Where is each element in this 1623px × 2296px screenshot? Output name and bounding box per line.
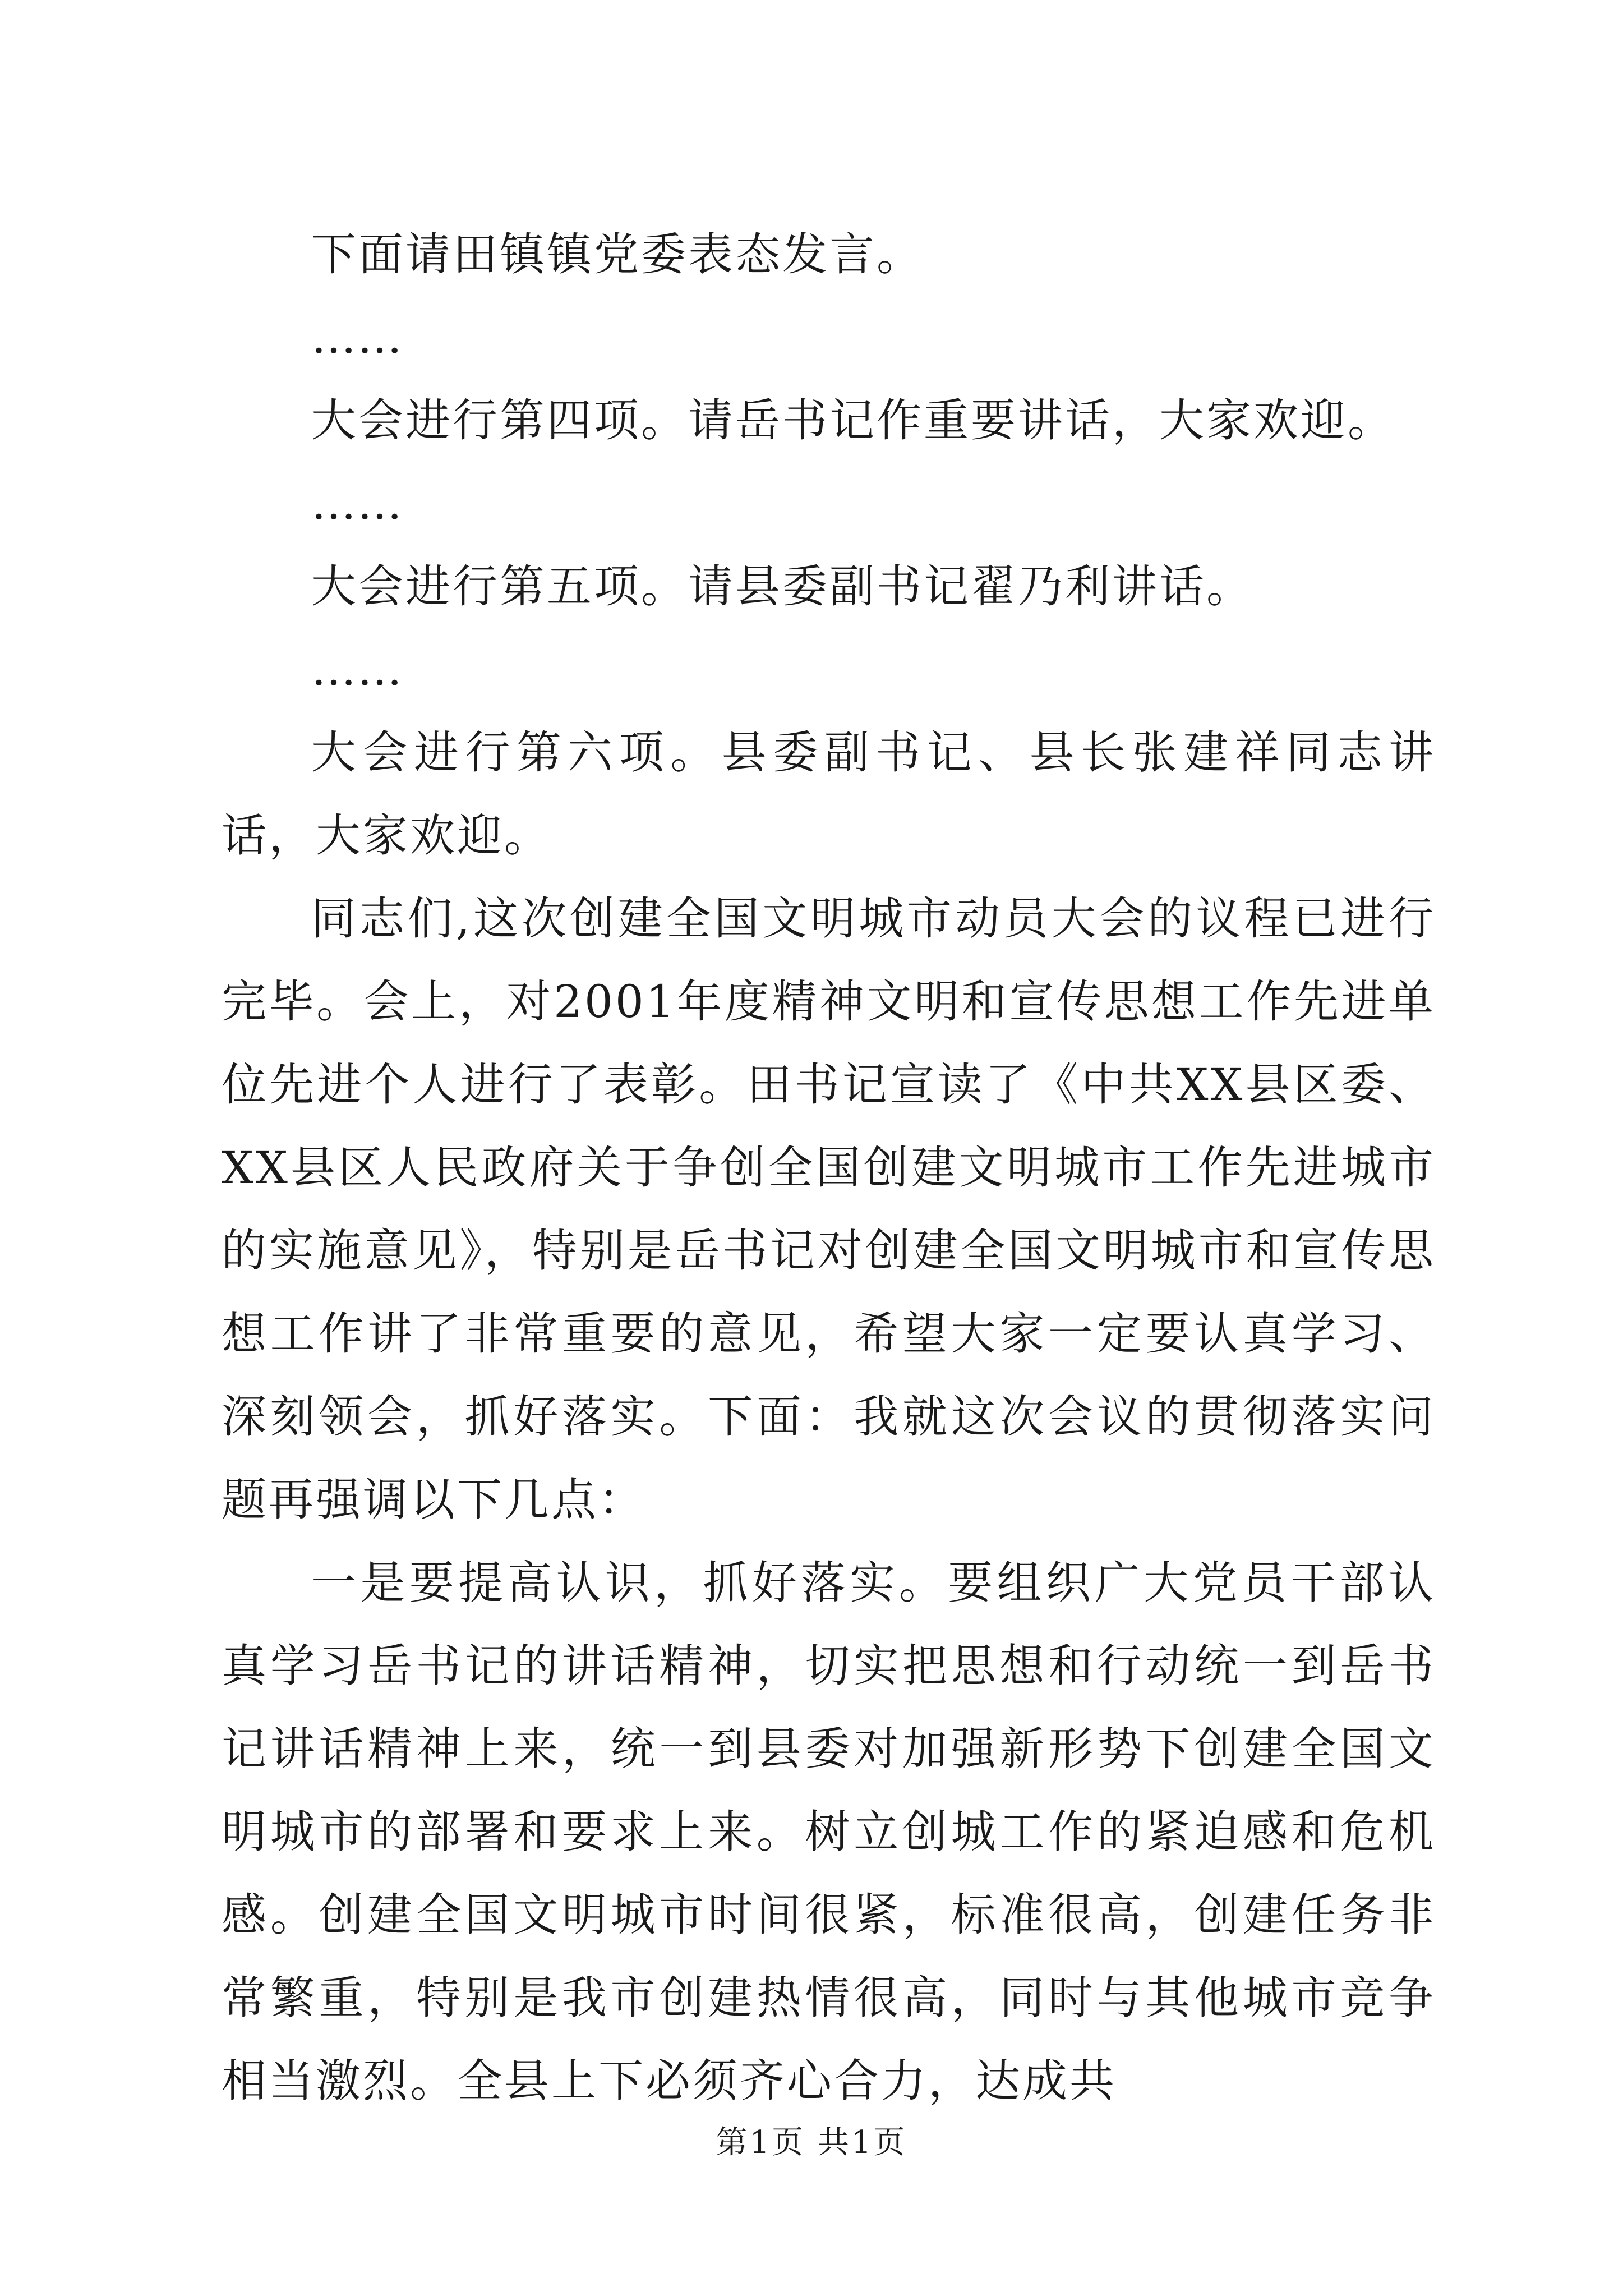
paragraph-point-one: 一是要提高认识，抓好落实。要组织广大党员干部认真学习岳书记的讲话精神，切实把思想和行动统一到岳书记讲话精神上来，统一到县委对加强新形势下创建全国文明城市的部署和要求上来。树立创城工作的紧迫感和危机感。创建全国文明城市时间很紧，标准很高，创建任务非常繁重，特别是我市创建热情很高，同时与其他城市竞争相当激烈。全县上下必须齐心合力，达成共: [222, 1557, 1436, 2107]
paragraph-summary: 同志们,这次创建全国文明城市动员大会的议程已进行完毕。会上，对2001年度精神文明和宣传思想工作先进单位先进个人进行了表彰。田书记宣读了《中共XX县区委、XX县区人民政府关于争创全国创建文明城市工作先进城市的实施意见》，特别是岳书记对创建全国文明城市和宣传思想工作讲了非常重要的意见，希望大家一定要认真学习、深刻领会，抓好落实。下面：我就这次会议的贯彻落实问题再强调以下几点：: [222, 892, 1436, 1526]
paragraph-item-six: 大会进行第六项。县委副书记、县长张建祥同志讲话，大家欢迎。: [222, 726, 1436, 862]
document-body: [222, 213, 1436, 2123]
ellipsis-3: ……: [311, 643, 403, 696]
ellipsis-2: ……: [311, 477, 403, 530]
page-number-footer: 第1页 共1页: [716, 2124, 907, 2161]
ellipsis-1: ……: [311, 311, 403, 364]
paragraph-tianzhen-statement: 下面请田镇镇党委表态发言。: [311, 228, 924, 280]
paragraph-item-five: 大会进行第五项。请县委副书记翟乃利讲话。: [311, 560, 1253, 613]
paragraph-item-four: 大会进行第四项。请岳书记作重要讲话，大家欢迎。: [311, 394, 1395, 447]
